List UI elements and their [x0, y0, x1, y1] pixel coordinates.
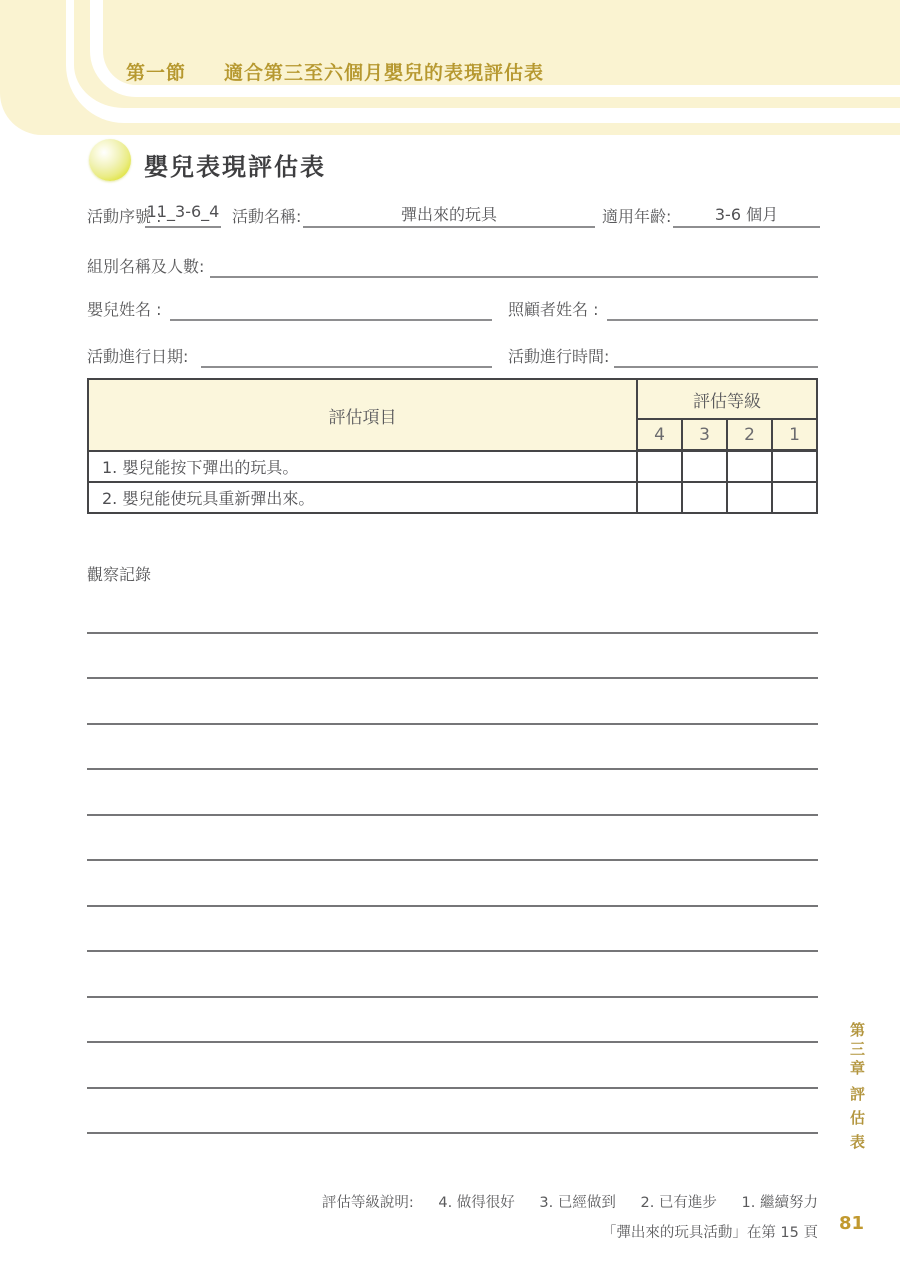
date-label: 活動進行日期:	[87, 347, 189, 366]
observation-line	[87, 952, 818, 998]
time-label: 活動進行時間:	[508, 347, 610, 366]
page-number: 81	[839, 1213, 865, 1234]
grade-cell	[636, 450, 681, 481]
table-item-header: 評估項目	[89, 380, 636, 450]
legend-item: 1. 繼續努力	[741, 1195, 818, 1211]
observation-lines	[87, 588, 818, 1134]
grade-cell	[636, 481, 681, 512]
assessment-table	[87, 378, 818, 514]
grade-cell	[726, 481, 771, 512]
section-header	[126, 58, 544, 85]
age-value: 3-6 個月	[673, 202, 820, 228]
legend-item: 2. 已有進步	[640, 1195, 717, 1211]
ball-icon	[89, 139, 131, 181]
caregiver-name-blank-line	[607, 295, 818, 321]
observation-line	[87, 816, 818, 862]
grade-cell	[681, 450, 726, 481]
observation-line	[87, 770, 818, 816]
observation-line	[87, 634, 818, 680]
grade-legend	[322, 1191, 818, 1212]
grade-col-2: 2	[726, 418, 771, 450]
grade-cell	[771, 481, 816, 512]
grade-col-3: 3	[681, 418, 726, 450]
section-label: 第一節	[126, 62, 187, 84]
observation-label: 觀察記錄	[87, 565, 152, 584]
legend-item: 4. 做得很好	[438, 1195, 515, 1211]
observation-line	[87, 725, 818, 771]
side-tab-section: 評估表	[848, 1086, 866, 1158]
date-blank-line	[201, 342, 492, 368]
observation-line	[87, 1089, 818, 1135]
side-tab-chapter: 第三章	[848, 1022, 866, 1079]
observation-line	[87, 1043, 818, 1089]
grade-col-1: 1	[771, 418, 816, 450]
grade-cell	[681, 481, 726, 512]
table-row-item: 2. 嬰兒能使玩具重新彈出來。	[89, 481, 636, 512]
grade-cell	[726, 450, 771, 481]
activity-reference: 「彈出來的玩具活動」在第 15 頁	[601, 1225, 818, 1241]
section-title: 適合第三至六個月嬰兒的表現評估表	[224, 62, 545, 84]
observation-line	[87, 588, 818, 634]
observation-line	[87, 998, 818, 1044]
activity-no-value: 11_3-6_4	[145, 202, 221, 228]
grade-cell	[771, 450, 816, 481]
table-row-item: 1. 嬰兒能按下彈出的玩具。	[89, 450, 636, 481]
page-title: 嬰兒表現評估表	[144, 153, 326, 181]
activity-name-value: 彈出來的玩具	[303, 202, 595, 228]
legend-label: 評估等級說明:	[321, 1195, 414, 1211]
observation-line	[87, 861, 818, 907]
table-grade-header: 評估等級	[636, 380, 816, 418]
group-label: 組別名稱及人數:	[87, 257, 205, 276]
observation-line	[87, 679, 818, 725]
infant-name-label: 嬰兒姓名 :	[87, 300, 162, 319]
group-blank-line	[210, 252, 818, 278]
time-blank-line	[614, 342, 818, 368]
caregiver-name-label: 照顧者姓名 :	[508, 300, 599, 319]
legend-item: 3. 已經做到	[539, 1195, 616, 1211]
observation-line	[87, 907, 818, 953]
grade-col-4: 4	[636, 418, 681, 450]
activity-no-label: 活動序號 :	[87, 207, 162, 226]
age-label: 適用年齡:	[602, 207, 672, 226]
activity-name-label: 活動名稱:	[232, 207, 302, 226]
infant-name-blank-line	[170, 295, 492, 321]
